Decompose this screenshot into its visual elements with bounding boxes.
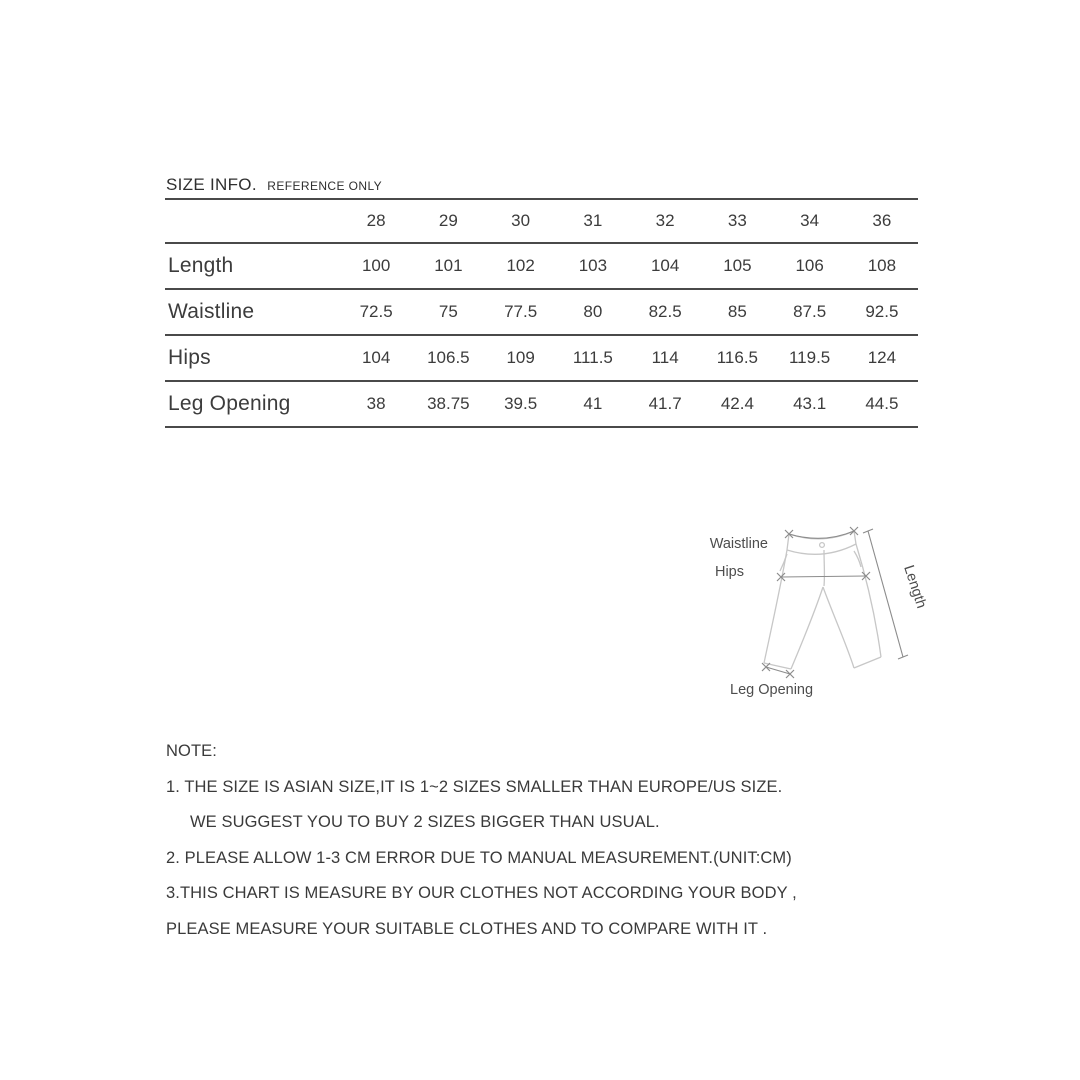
table-cell: 111.5	[572, 348, 613, 367]
size-table	[165, 198, 918, 428]
row-label: Hips	[168, 346, 211, 369]
table-cell: 124	[867, 348, 897, 367]
size-column-header: 32	[655, 211, 675, 230]
table-cell: 38	[366, 394, 386, 413]
table-cell: 92.5	[865, 302, 899, 321]
table-cell: 80	[583, 302, 603, 321]
table-cell: 41.7	[648, 394, 682, 413]
table-row-leg-opening	[165, 381, 918, 427]
size-header-row	[165, 199, 918, 243]
diagram-label-length: Length	[900, 563, 930, 611]
size-header-empty-cell	[165, 199, 340, 243]
size-column-header: 31	[583, 211, 603, 230]
table-row-waistline	[165, 289, 918, 335]
table-cell: 106	[795, 256, 824, 275]
table-cell: 43.1	[793, 394, 827, 413]
table-cell: 85	[727, 302, 747, 321]
note-line: 2. PLEASE ALLOW 1-3 CM ERROR DUE TO MANUAL MEASUREMENT.(UNIT:CM)	[166, 848, 792, 867]
note-line: WE SUGGEST YOU TO BUY 2 SIZES BIGGER THAN USUAL.	[190, 813, 660, 832]
table-cell: 119.5	[788, 348, 831, 367]
table-cell: 104	[650, 256, 680, 275]
table-cell: 116.5	[716, 348, 759, 367]
diagram-label-waistline: Waistline	[709, 536, 768, 552]
pants-outline-icon	[764, 531, 881, 669]
table-cell: 104	[361, 348, 391, 367]
table-cell: 82.5	[648, 302, 682, 321]
table-cell: 109	[506, 348, 535, 367]
table-cell: 102	[506, 256, 535, 275]
page-title: SIZE INFO.	[166, 175, 257, 194]
table-cell: 114	[651, 348, 679, 367]
table-cell: 42.4	[720, 394, 754, 413]
pants-measurement-diagram	[668, 505, 960, 707]
title-row	[166, 175, 382, 195]
leg-opening-dimension-line	[762, 663, 794, 678]
table-cell: 39.5	[504, 394, 538, 413]
hips-dimension-line	[777, 572, 870, 581]
row-label: Length	[168, 254, 234, 277]
row-label: Waistline	[168, 300, 255, 323]
note-line: 1. THE SIZE IS ASIAN SIZE,IT IS 1~2 SIZES SMALLER THAN EUROPE/US SIZE.	[166, 777, 783, 796]
note-line: 3.THIS CHART IS MEASURE BY OUR CLOTHES NOT ACCORDING YOUR BODY ,	[166, 884, 797, 903]
table-cell: 100	[361, 256, 391, 275]
table-cell: 87.5	[793, 302, 827, 321]
table-cell: 38.75	[427, 394, 470, 413]
notes-section	[166, 734, 797, 948]
size-column-header: 33	[727, 211, 747, 230]
size-column-header: 28	[366, 211, 386, 230]
table-row-hips	[165, 335, 918, 381]
table-cell: 106.5	[427, 348, 470, 367]
table-cell: 103	[578, 256, 608, 275]
note-line: PLEASE MEASURE YOUR SUITABLE CLOTHES AND TO COMPARE WITH IT .	[166, 919, 768, 938]
size-column-header: 34	[800, 211, 820, 230]
table-cell: 108	[867, 256, 897, 275]
diagram-label-leg-opening: Leg Opening	[730, 682, 814, 698]
table-cell: 105	[723, 256, 752, 275]
table-cell: 72.5	[359, 302, 393, 321]
size-column-header: 30	[511, 211, 531, 230]
table-cell: 77.5	[504, 302, 538, 321]
size-column-header: 36	[872, 211, 892, 230]
table-row-length	[165, 243, 918, 289]
size-column-header: 29	[438, 211, 458, 230]
table-cell: 101	[434, 256, 463, 275]
diagram-label-hips: Hips	[714, 564, 744, 580]
table-cell: 75	[438, 302, 458, 321]
table-cell: 44.5	[865, 394, 899, 413]
page-subtitle: REFERENCE ONLY	[267, 179, 383, 193]
row-label: Leg Opening	[168, 392, 291, 415]
table-cell: 41	[583, 394, 603, 413]
notes-title: NOTE:	[166, 742, 217, 760]
